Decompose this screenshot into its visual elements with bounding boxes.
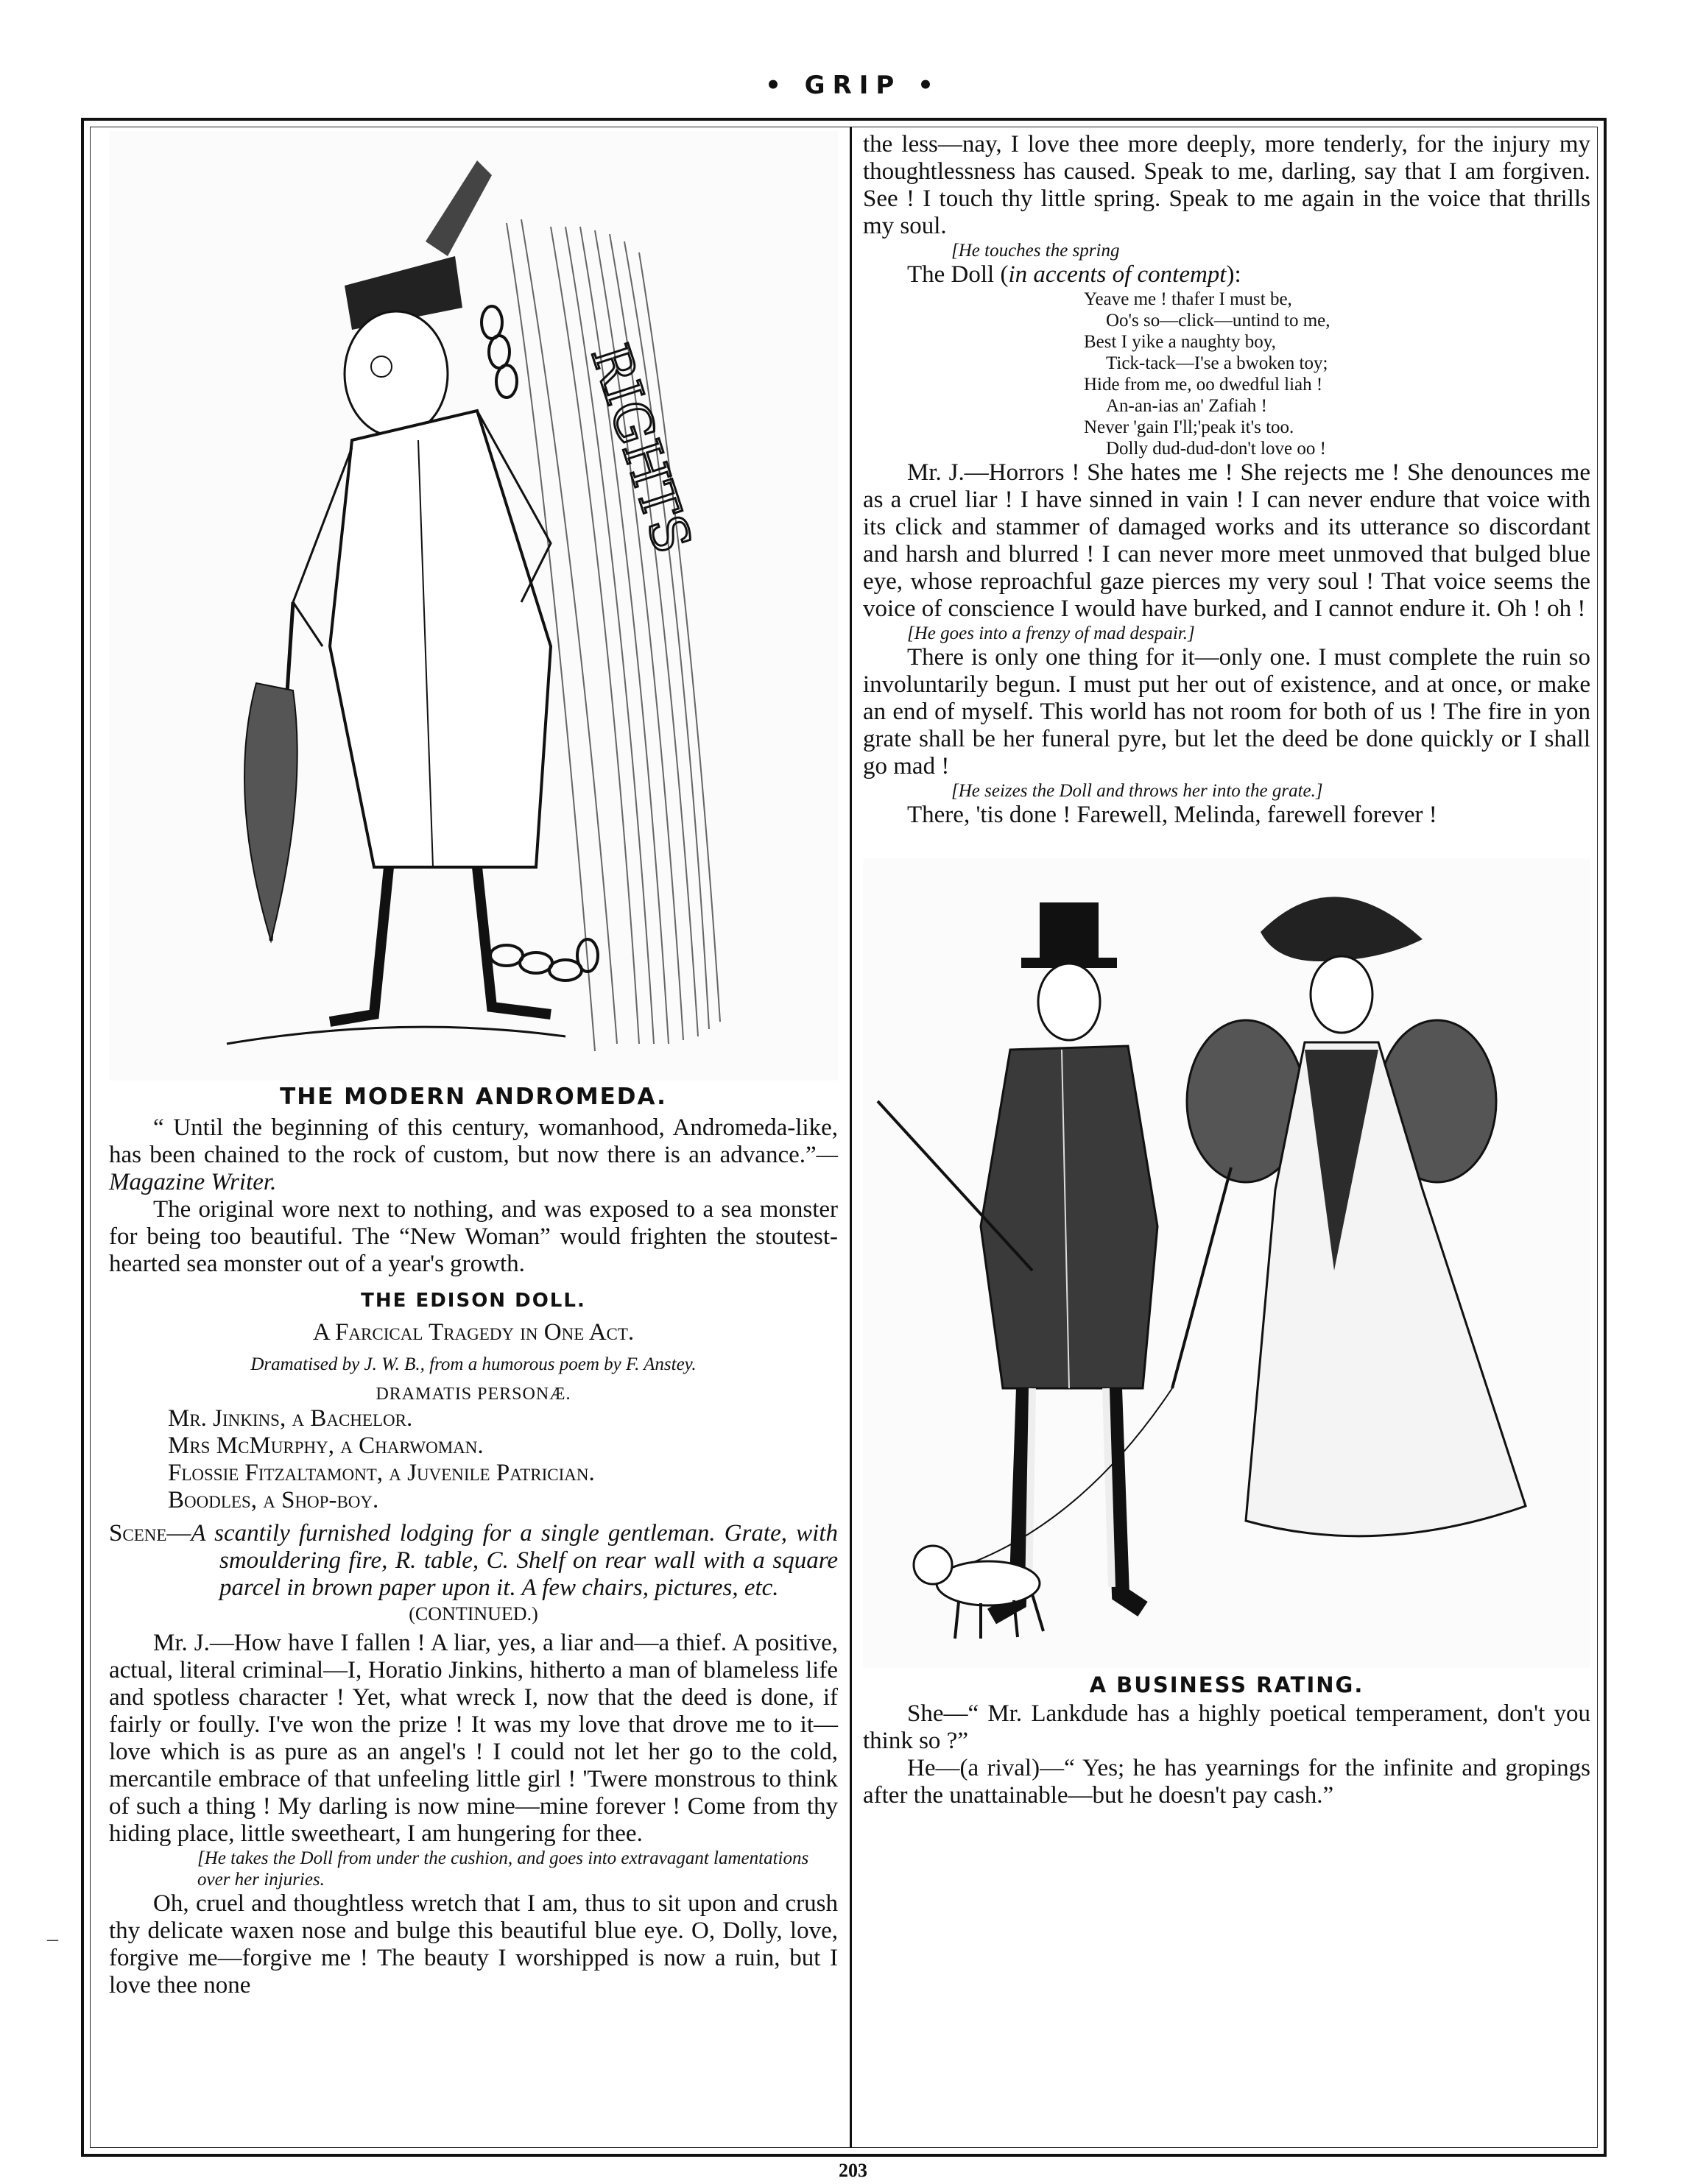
stage-direction-1: [He takes the Doll from under the cushion, and goes into extravagant lamentations over her injuries. bbox=[197, 1848, 809, 1890]
cast-item: Flossie Fitzaltamont, a Juvenile Patrician. bbox=[168, 1460, 595, 1486]
cast-list bbox=[109, 1405, 838, 1514]
business-rating-line-2: He—(a rival)—“ Yes; he has yearnings for the infinite and gropings after the unattainable—but he doesn't pay cash.” bbox=[863, 1755, 1590, 1809]
verse-line: An-an-ias an' Zafiah ! bbox=[1106, 396, 1267, 416]
verse-line: Hide from me, oo dwedful liah ! bbox=[1084, 375, 1323, 395]
business-rating-illustration bbox=[863, 858, 1590, 1668]
cartoon-title-business-rating: A BUSINESS RATING. bbox=[1089, 1672, 1364, 1697]
dramatis-heading: DRAMATIS PERSONÆ. bbox=[376, 1385, 571, 1404]
speech-jinkins-1: Mr. J.—How have I fallen ! A liar, yes, a liar and—a thief. A positive, actual, literal criminal—I, Horatio Jinkins, hitherto a man of blameless life and spotless character ! Yet, what wreck I, now that the deed is done, if fairly or foully. I've won the prize ! It was my love that drove me to it—love which is as pure as an angel's ! I could not let her go to the cold, mercantile embrace of that unfeeling little girl ! 'Twere monstrous to think of such a thing ! My darling is now mine—mine forever ! Come from thy hiding place, little sweetheart, I am hungering for thee. bbox=[109, 1630, 838, 1847]
page-number: 203 bbox=[839, 2160, 867, 2181]
cast-item: Mrs McMurphy, a Charwoman. bbox=[168, 1432, 484, 1459]
andromeda-quote bbox=[109, 1114, 838, 1196]
cast-item: Boodles, a Shop-boy. bbox=[168, 1487, 379, 1513]
margin-mark: – bbox=[47, 1926, 58, 1951]
continued-label: (CONTINUED.) bbox=[409, 1603, 538, 1625]
verse-line: Yeave me ! thafer I must be, bbox=[1084, 289, 1292, 309]
scene-text: A scantily furnished lodging for a single gentleman. Grate, with smouldering fire, R. table, C. Shelf on rear wall with a square parcel in brown paper upon it. A few chairs, pictures, etc. bbox=[191, 1520, 838, 1601]
speech-jinkins-4: Mr. J.—Horrors ! She hates me ! She rejects me ! She denounces me as a cruel liar ! I have sinned in vain ! I can never endure that voice with its click and stammer of damaged works and its utterance so discordant and harsh and blurred ! I can never more meet unmoved that bulged blue eye, whose reproachful gaze pierces my very soul ! That voice seems the voice of conscience I would have burked, and I cannot endure it. Oh ! oh ! bbox=[863, 459, 1590, 622]
cartoon-title-andromeda: THE MODERN ANDROMEDA. bbox=[280, 1084, 667, 1110]
rights-banner-text: RIGHTS bbox=[579, 336, 704, 560]
doll-manner: in accents of contempt bbox=[1008, 261, 1227, 288]
stage-direction-2: [He touches the spring bbox=[951, 241, 1120, 261]
verse-line: Oo's so—click—untind to me, bbox=[1106, 311, 1330, 331]
speech-jinkins-5: There is only one thing for it—only one. I must complete the ruin so involuntarily begun. I must put her out of existence, and at once, or make an end of myself. This world has not room for both of us ! The fire in yon grate shall be her funeral pyre, but let the deed be done quickly or I shall go mad ! bbox=[863, 644, 1590, 780]
business-rating-line-1: She—“ Mr. Lankdude has a highly poetical temperament, don't you think so ?” bbox=[863, 1700, 1590, 1754]
play-credit: Dramatised by J. W. B., from a humorous poem by F. Anstey. bbox=[250, 1354, 697, 1374]
play-subtitle: A Farcical Tragedy in One Act. bbox=[312, 1319, 635, 1346]
stage-direction-3: [He goes into a frenzy of mad despair.] bbox=[907, 623, 1195, 643]
left-column bbox=[109, 131, 838, 1999]
doll-verse bbox=[863, 289, 1590, 459]
speech-jinkins-6: There, 'tis done ! Farewell, Melinda, farewell forever ! bbox=[907, 802, 1437, 828]
andromeda-illustration bbox=[109, 131, 838, 1081]
stage-direction-4: [He seizes the Doll and throws her into the grate.] bbox=[951, 781, 1323, 801]
scene-label: Scene— bbox=[109, 1520, 191, 1547]
andromeda-paragraph: The original wore next to nothing, and was exposed to a sea monster for being too beautiful. The “New Woman” would frighten the stoutest-hearted sea monster out of a year's growth. bbox=[109, 1196, 838, 1277]
right-column bbox=[863, 131, 1590, 1809]
speech-jinkins-3: the less—nay, I love thee more deeply, more tenderly, for the injury my thoughtlessness has caused. Speak to me, darling, say that I am forgiven. See ! I touch thy little spring. Speak to me again in the voice that thrills my soul. bbox=[863, 131, 1590, 239]
column-divider bbox=[850, 127, 852, 2148]
verse-line: Never 'gain I'll;'peak it's too. bbox=[1084, 417, 1294, 437]
speech-jinkins-2: Oh, cruel and thoughtless wretch that I am, thus to sit upon and crush thy delicate waxen nose and bulge this beautiful blue eye. O, Dolly, love, forgive me—forgive me ! The beauty I worshipped is now a ruin, but I love thee none bbox=[109, 1890, 838, 1999]
verse-line: Dolly dud-dud-don't love oo ! bbox=[1106, 439, 1326, 459]
verse-line: Tick-tack—I'se a bwoken toy; bbox=[1106, 353, 1328, 373]
doll-intro bbox=[863, 261, 1590, 289]
doll-intro-text: The Doll ( bbox=[907, 261, 1009, 288]
quote-text: “ Until the beginning of this century, womanhood, Andromeda-like, has been chained to the rock of custom, but now there is an advance.” bbox=[109, 1114, 838, 1168]
cast-item: Mr. Jinkins, a Bachelor. bbox=[168, 1405, 413, 1432]
verse-line: Best I yike a naughty boy, bbox=[1084, 332, 1276, 352]
doll-intro-end: ): bbox=[1226, 261, 1241, 288]
masthead: • GRIP • bbox=[765, 71, 941, 100]
scene-description bbox=[109, 1520, 838, 1602]
quote-source: —Magazine Writer. bbox=[109, 1142, 838, 1195]
play-title: THE EDISON DOLL. bbox=[361, 1290, 586, 1312]
